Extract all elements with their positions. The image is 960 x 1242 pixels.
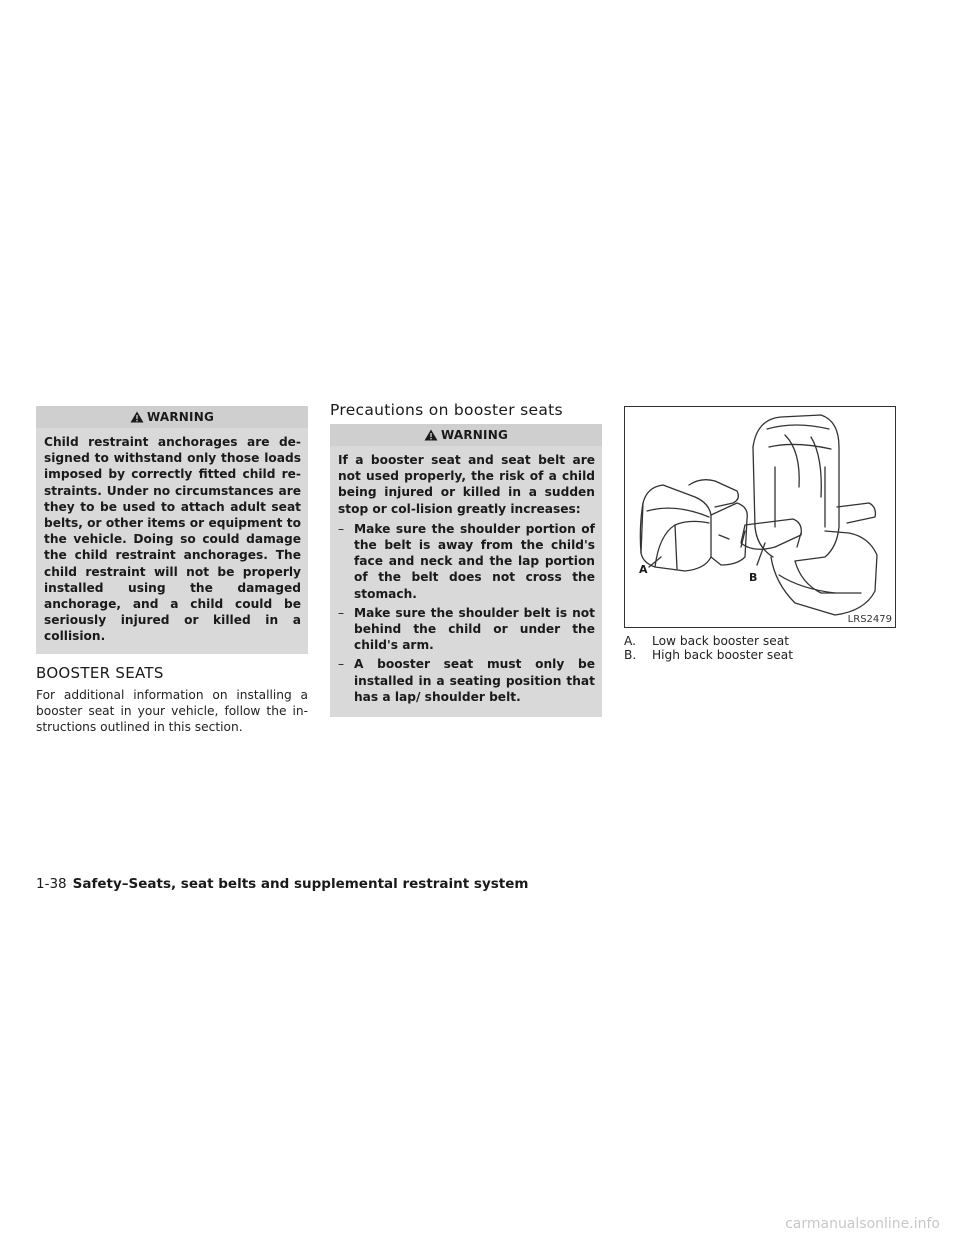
- page-footer: [36, 876, 528, 892]
- chapter-title: Safety–Seats, seat belts and supplemental restraint system: [72, 876, 529, 892]
- list-item: – Make sure the shoulder portion of the belt is away from the child's face and neck and the lap portion of the belt does not cross the stomach.: [338, 521, 595, 601]
- warning-header: [36, 406, 308, 428]
- warning-box-anchorages: [36, 406, 308, 654]
- warning-text: Child restraint anchorages are de-signed to withstand only those loads imposed by correctly fitted child re-straints. Under no circumstances are they to be used to attach adult seat belts, or other items or equipment to the vehicle. Doing so could damage the child restraint anchorages. The child restraint will not be properly installed using the damaged anchorage, and a child could be seriously injured or killed in a collision.: [44, 435, 301, 644]
- warning-triangle-icon: [424, 429, 438, 441]
- caption-b: B. High back booster seat: [624, 648, 793, 662]
- section-title-precautions: Precautions on booster seats: [330, 401, 563, 419]
- warning-body: [330, 446, 602, 717]
- column-2: [330, 401, 602, 717]
- warning-body: [36, 428, 308, 654]
- figure-label-a: A: [639, 563, 648, 576]
- list-item: – Make sure the shoulder belt is not behind the child or under the child's arm.: [338, 605, 595, 653]
- section-text-booster-seats: For additional information on installing a booster seat in your vehicle, follow the in-structions outlined in this section.: [36, 687, 308, 735]
- section-title-booster-seats: BOOSTER SEATS: [36, 663, 164, 682]
- caption-a: A. Low back booster seat: [624, 634, 789, 648]
- booster-seats-illustration: [625, 407, 895, 627]
- watermark: carmanualsonline.info: [785, 1216, 940, 1232]
- booster-seat-figure: [624, 406, 896, 628]
- list-item: – A booster seat must only be installed in a seating position that has a lap/ shoulder belt.: [338, 657, 595, 704]
- figure-label-b: B: [749, 571, 758, 584]
- column-1: [36, 406, 308, 735]
- warning-triangle-icon: [130, 411, 144, 423]
- warning-header: [330, 424, 602, 446]
- figure-captions: [624, 634, 894, 662]
- warning-title: WARNING: [146, 410, 215, 424]
- warning-title: WARNING: [440, 428, 509, 442]
- warning-box-booster: [330, 424, 602, 717]
- page-number: 1-38: [36, 876, 67, 892]
- warning-intro: If a booster seat and seat belt are not used properly, the risk of a child being injured or killed in a sudden stop or col-lision greatly increases:: [338, 453, 595, 516]
- figure-code: LRS2479: [847, 614, 892, 625]
- warning-bullet-list: [338, 521, 595, 705]
